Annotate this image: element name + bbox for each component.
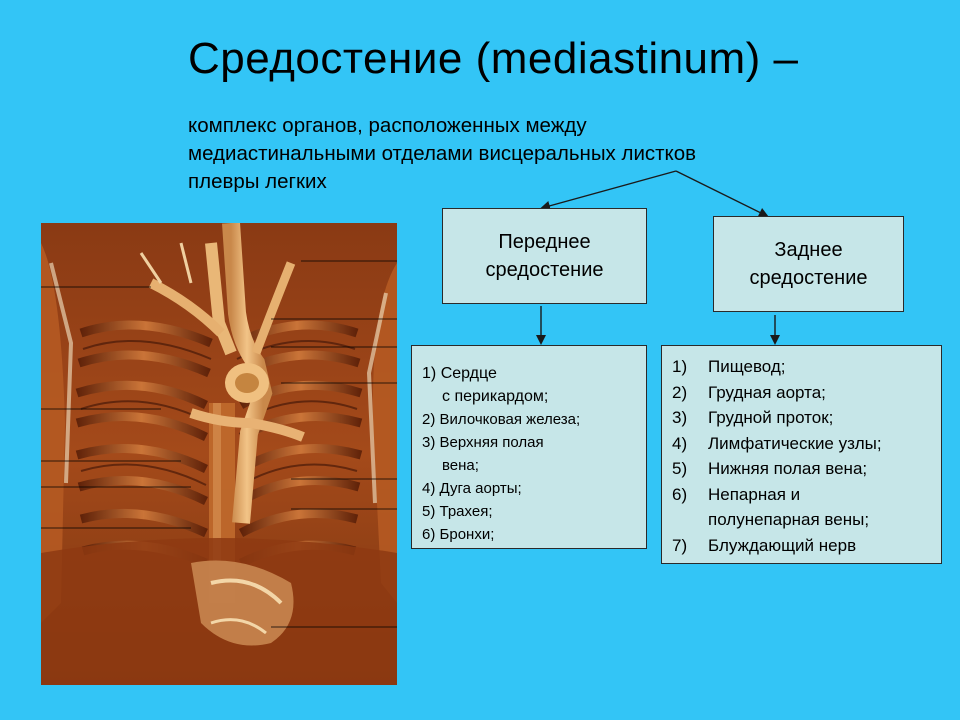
anterior-mediastinum-label: Переднее средостение	[485, 231, 604, 281]
posterior-organs-list	[661, 345, 942, 564]
list-item: 4) Дуга аорты;	[422, 480, 522, 497]
list-item: 2) Вилочковая железа;	[422, 411, 581, 428]
list-item: 1) Пищевод;	[672, 357, 786, 376]
posterior-mediastinum-box	[713, 216, 904, 312]
list-item: 1) Сердце с перикардом;	[422, 365, 549, 405]
posterior-mediastinum-label: Заднее средостение	[749, 239, 868, 289]
list-item: 2) Грудная аорта;	[672, 382, 826, 402]
arrow-to-anterior	[542, 171, 676, 208]
anterior-mediastinum-box	[442, 208, 647, 304]
list-item: 3) Верхняя полая вена;	[422, 434, 544, 474]
list-item: 5) Трахея;	[422, 503, 493, 520]
arrow-to-posterior	[676, 171, 767, 216]
list-item: 3) Грудной проток;	[672, 408, 834, 427]
definition-text: комплекс органов, расположенных между медиастинальными отделами висцеральных листков плевры легких	[188, 114, 697, 193]
list-item: 6) Непарная и полунепарная вены;	[672, 484, 870, 529]
list-item: 6) Бронхи;	[422, 526, 495, 543]
slide-title: Средостение (mediastinum) –	[188, 34, 799, 83]
anterior-organs-list	[411, 345, 647, 549]
list-item: 5) Нижняя полая вена;	[672, 459, 868, 478]
list-item: 7) Блуждающий нерв	[672, 535, 857, 555]
list-item: 4) Лимфатические узлы;	[672, 433, 882, 453]
